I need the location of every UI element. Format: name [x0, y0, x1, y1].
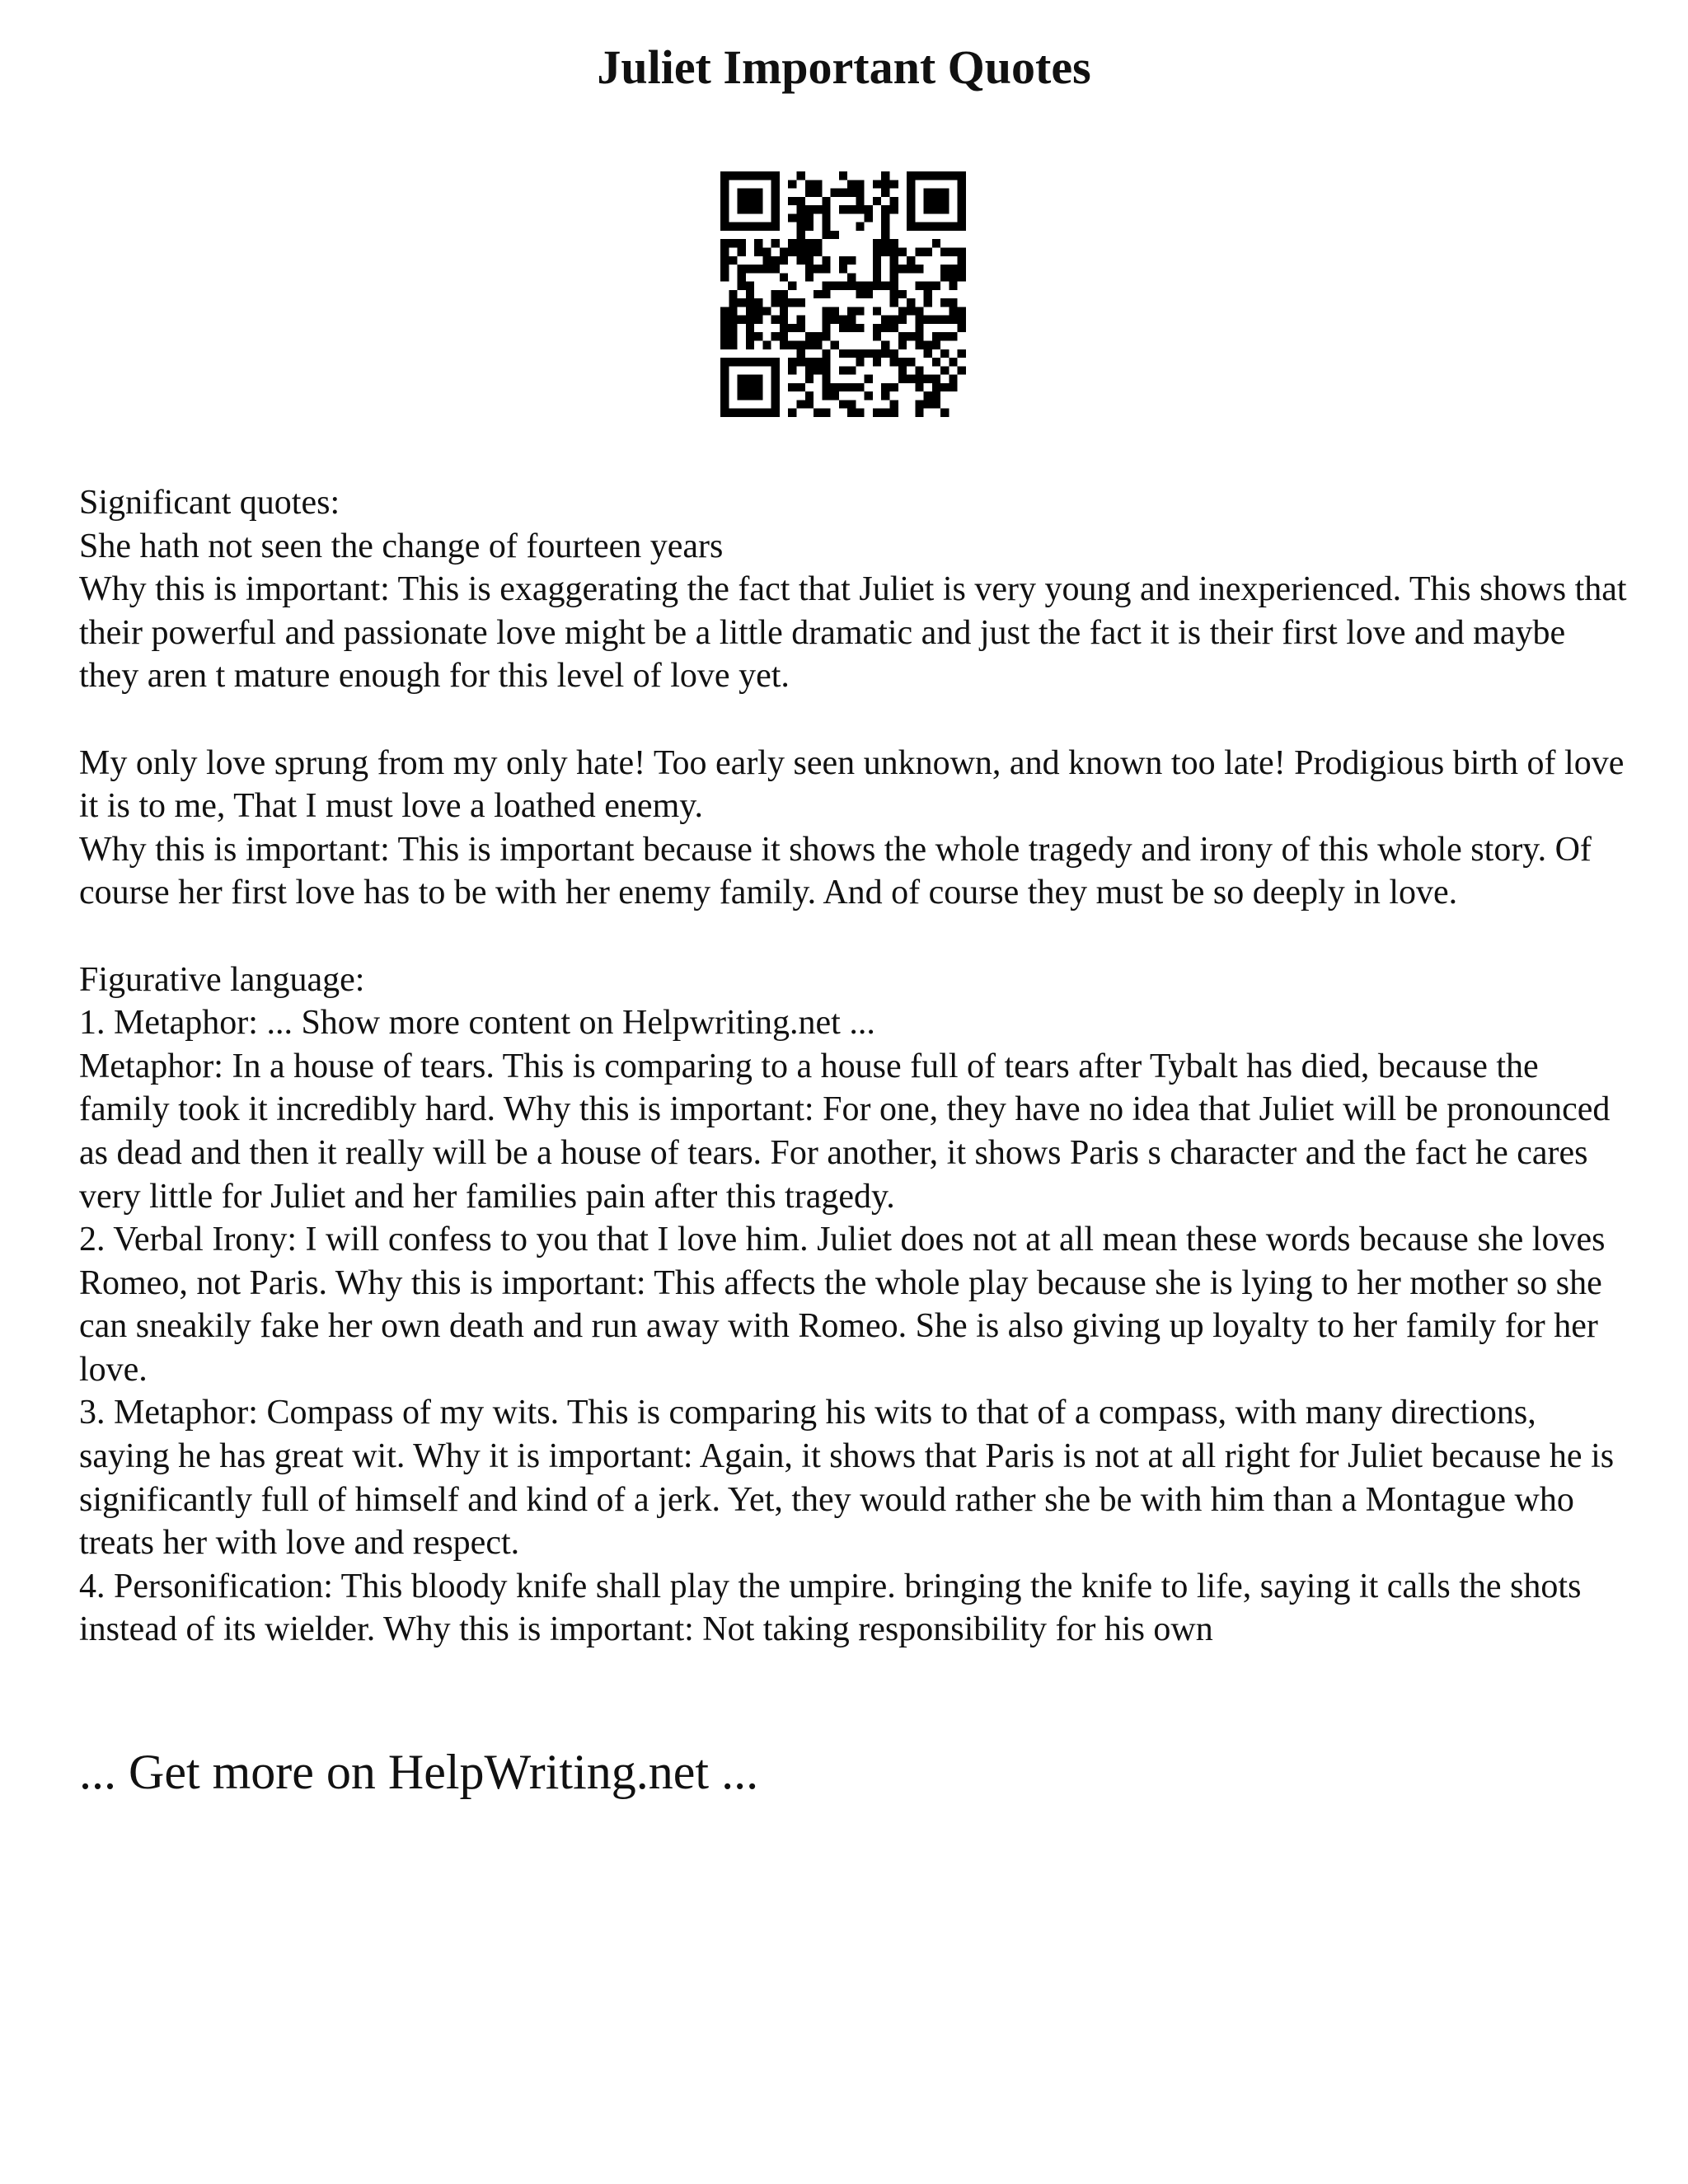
quote-1-explanation: Why this is important: This is exaggerating the fact that Juliet is very young and inexperienced. This shows that their powerful and passionate love might be a little dramatic and just the fact it is their first love and maybe they aren t mature enough for this level of love yet.: [79, 570, 1627, 696]
quote-2-explanation: Why this is important: This is important because it shows the whole tragedy and irony of this whole story. Of course her first love has to be with her enemy family. And of course they must be so deeply in love.: [79, 830, 1592, 912]
quote-1: She hath not seen the change of fourteen years: [79, 527, 724, 565]
paragraph-gap: [79, 698, 1629, 742]
figurative-item-2: 2. Verbal Irony: I will confess to you that I love him. Juliet does not at all mean these words because she loves Romeo, not Paris. Why this is important: This affects the whole play because she is lying to her mother so she can sneakily fake her own death and run away with Romeo. She is also giving up loyalty to her family for her love.: [79, 1221, 1606, 1389]
document-title: Juliet Important Quotes: [597, 40, 1091, 94]
footer-link[interactable]: ... Get more on HelpWriting.net ...: [79, 1745, 759, 1799]
figurative-item-4: 4. Personification: This bloody knife shall play the umpire. bringing the knife to life, saying it calls the shots instead of its wielder. Why this is important: Not taking responsibility for his own: [79, 1567, 1582, 1649]
figurative-item-1: 1. Metaphor: ... Show more content on Helpwriting.net ...: [79, 1004, 875, 1043]
quote-2: My only love sprung from my only hate! Too early seen unknown, and known too late! Prodigious birth of love it is to me, That I must love a loathed enemy.: [79, 743, 1625, 826]
paragraph-gap: [79, 915, 1629, 958]
figurative-item-metaphor: Metaphor: In a house of tears. This is comparing to a house full of tears after Tybalt has died, because the family took it incredibly hard. Why this is important: For one, they have no idea that Juliet will be pronounced as dead and then it really will be a house of tears. For another, it shows Paris s character and the fact he cares very little for Juliet and her families pain after this tragedy.: [79, 1047, 1611, 1216]
section-heading-figurative-language: Figurative language:: [79, 960, 365, 999]
figurative-item-3: 3. Metaphor: Compass of my wits. This is comparing his wits to that of a compass, with many directions, saying he has great wit. Why it is important: Again, it shows that Paris is not at all right for Juliet because he is significantly full of himself and kind of a jerk. Yet, they would rather she be with him than a Montague who treats her with love and respect.: [79, 1394, 1615, 1563]
document-body: [79, 481, 1629, 1652]
section-heading-significant-quotes: Significant quotes:: [79, 484, 340, 522]
qr-code-icon: [720, 171, 966, 417]
